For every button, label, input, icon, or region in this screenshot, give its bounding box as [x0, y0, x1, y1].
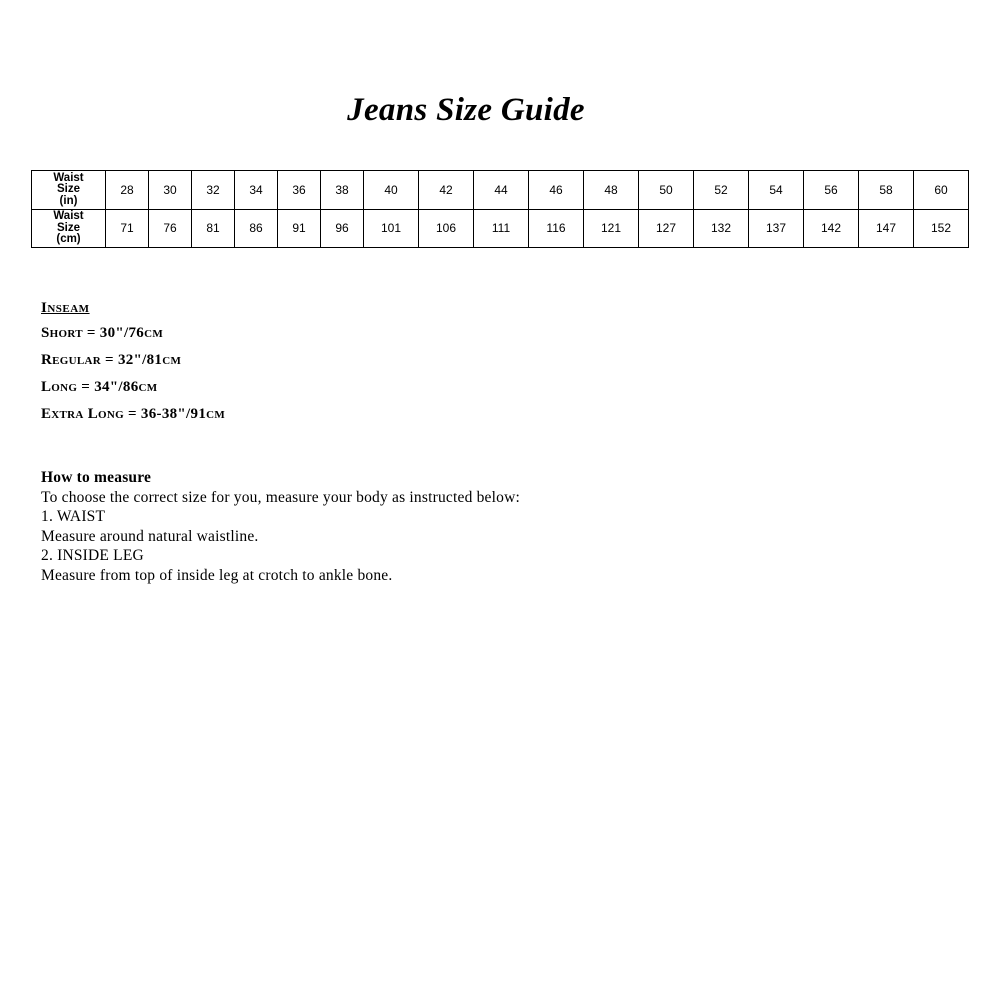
- size-cell: 111: [474, 209, 529, 248]
- table-row-cm: [32, 209, 969, 248]
- size-cell: 106: [419, 209, 474, 248]
- step-inside-leg-text: Measure from top of inside leg at crotch to ankle bone.: [41, 566, 393, 584]
- size-table: [31, 170, 969, 248]
- size-cell: 142: [804, 209, 859, 248]
- size-cell: 76: [149, 209, 192, 248]
- size-cell: 127: [639, 209, 694, 248]
- size-cell: 81: [192, 209, 235, 248]
- inseam-short: Short = 30"/76cm: [41, 325, 164, 341]
- size-cell: 28: [106, 171, 149, 210]
- size-cell: 137: [749, 209, 804, 248]
- size-cell: 46: [529, 171, 584, 210]
- size-cell: 38: [321, 171, 364, 210]
- row-header: [32, 171, 106, 210]
- row-header-line: Size: [56, 221, 80, 234]
- size-cell: 147: [859, 209, 914, 248]
- size-cell: 86: [235, 209, 278, 248]
- step-inside-leg-title: 2. INSIDE LEG: [41, 547, 144, 565]
- size-cell: 42: [419, 171, 474, 210]
- size-cell: 48: [584, 171, 639, 210]
- size-cell: 54: [749, 171, 804, 210]
- size-cell: 121: [584, 209, 639, 248]
- row-header-line: Waist: [53, 171, 84, 184]
- row-header-line: Waist: [53, 210, 84, 222]
- size-cell: 116: [529, 209, 584, 248]
- row-header-line: Size: [56, 183, 80, 195]
- size-cell: 30: [149, 171, 192, 210]
- size-cell: 91: [278, 209, 321, 248]
- size-cell: 44: [474, 171, 529, 210]
- size-cell: 34: [235, 171, 278, 210]
- inseam-section: [41, 300, 225, 431]
- page-title: Jeans Size Guide: [347, 92, 585, 128]
- inseam-heading: Inseam: [41, 300, 90, 316]
- row-header-line: (cm): [56, 233, 81, 245]
- size-cell: 96: [321, 209, 364, 248]
- step-waist-title: 1. WAIST: [41, 508, 106, 526]
- inseam-extra-long: Extra Long = 36-38"/91cm: [41, 406, 226, 422]
- how-to-measure-intro: To choose the correct size for you, measure your body as instructed below:: [41, 488, 520, 506]
- row-header-line: (in): [59, 194, 78, 207]
- size-cell: 56: [804, 171, 859, 210]
- size-cell: 40: [364, 171, 419, 210]
- row-header: [32, 209, 106, 248]
- size-cell: 36: [278, 171, 321, 210]
- table-row-inches: [32, 171, 969, 210]
- size-cell: 132: [694, 209, 749, 248]
- size-cell: 50: [639, 171, 694, 210]
- how-to-measure-heading: How to measure: [41, 469, 152, 486]
- size-cell: 101: [364, 209, 419, 248]
- inseam-regular: Regular = 32"/81cm: [41, 352, 182, 368]
- size-cell: 60: [914, 171, 969, 210]
- size-cell: 52: [694, 171, 749, 210]
- size-cell: 32: [192, 171, 235, 210]
- size-cell: 152: [914, 209, 969, 248]
- inseam-long: Long = 34"/86cm: [41, 379, 158, 395]
- step-waist-text: Measure around natural waistline.: [41, 527, 259, 545]
- how-to-measure-section: [41, 468, 520, 586]
- size-cell: 71: [106, 209, 149, 248]
- size-cell: 58: [859, 171, 914, 210]
